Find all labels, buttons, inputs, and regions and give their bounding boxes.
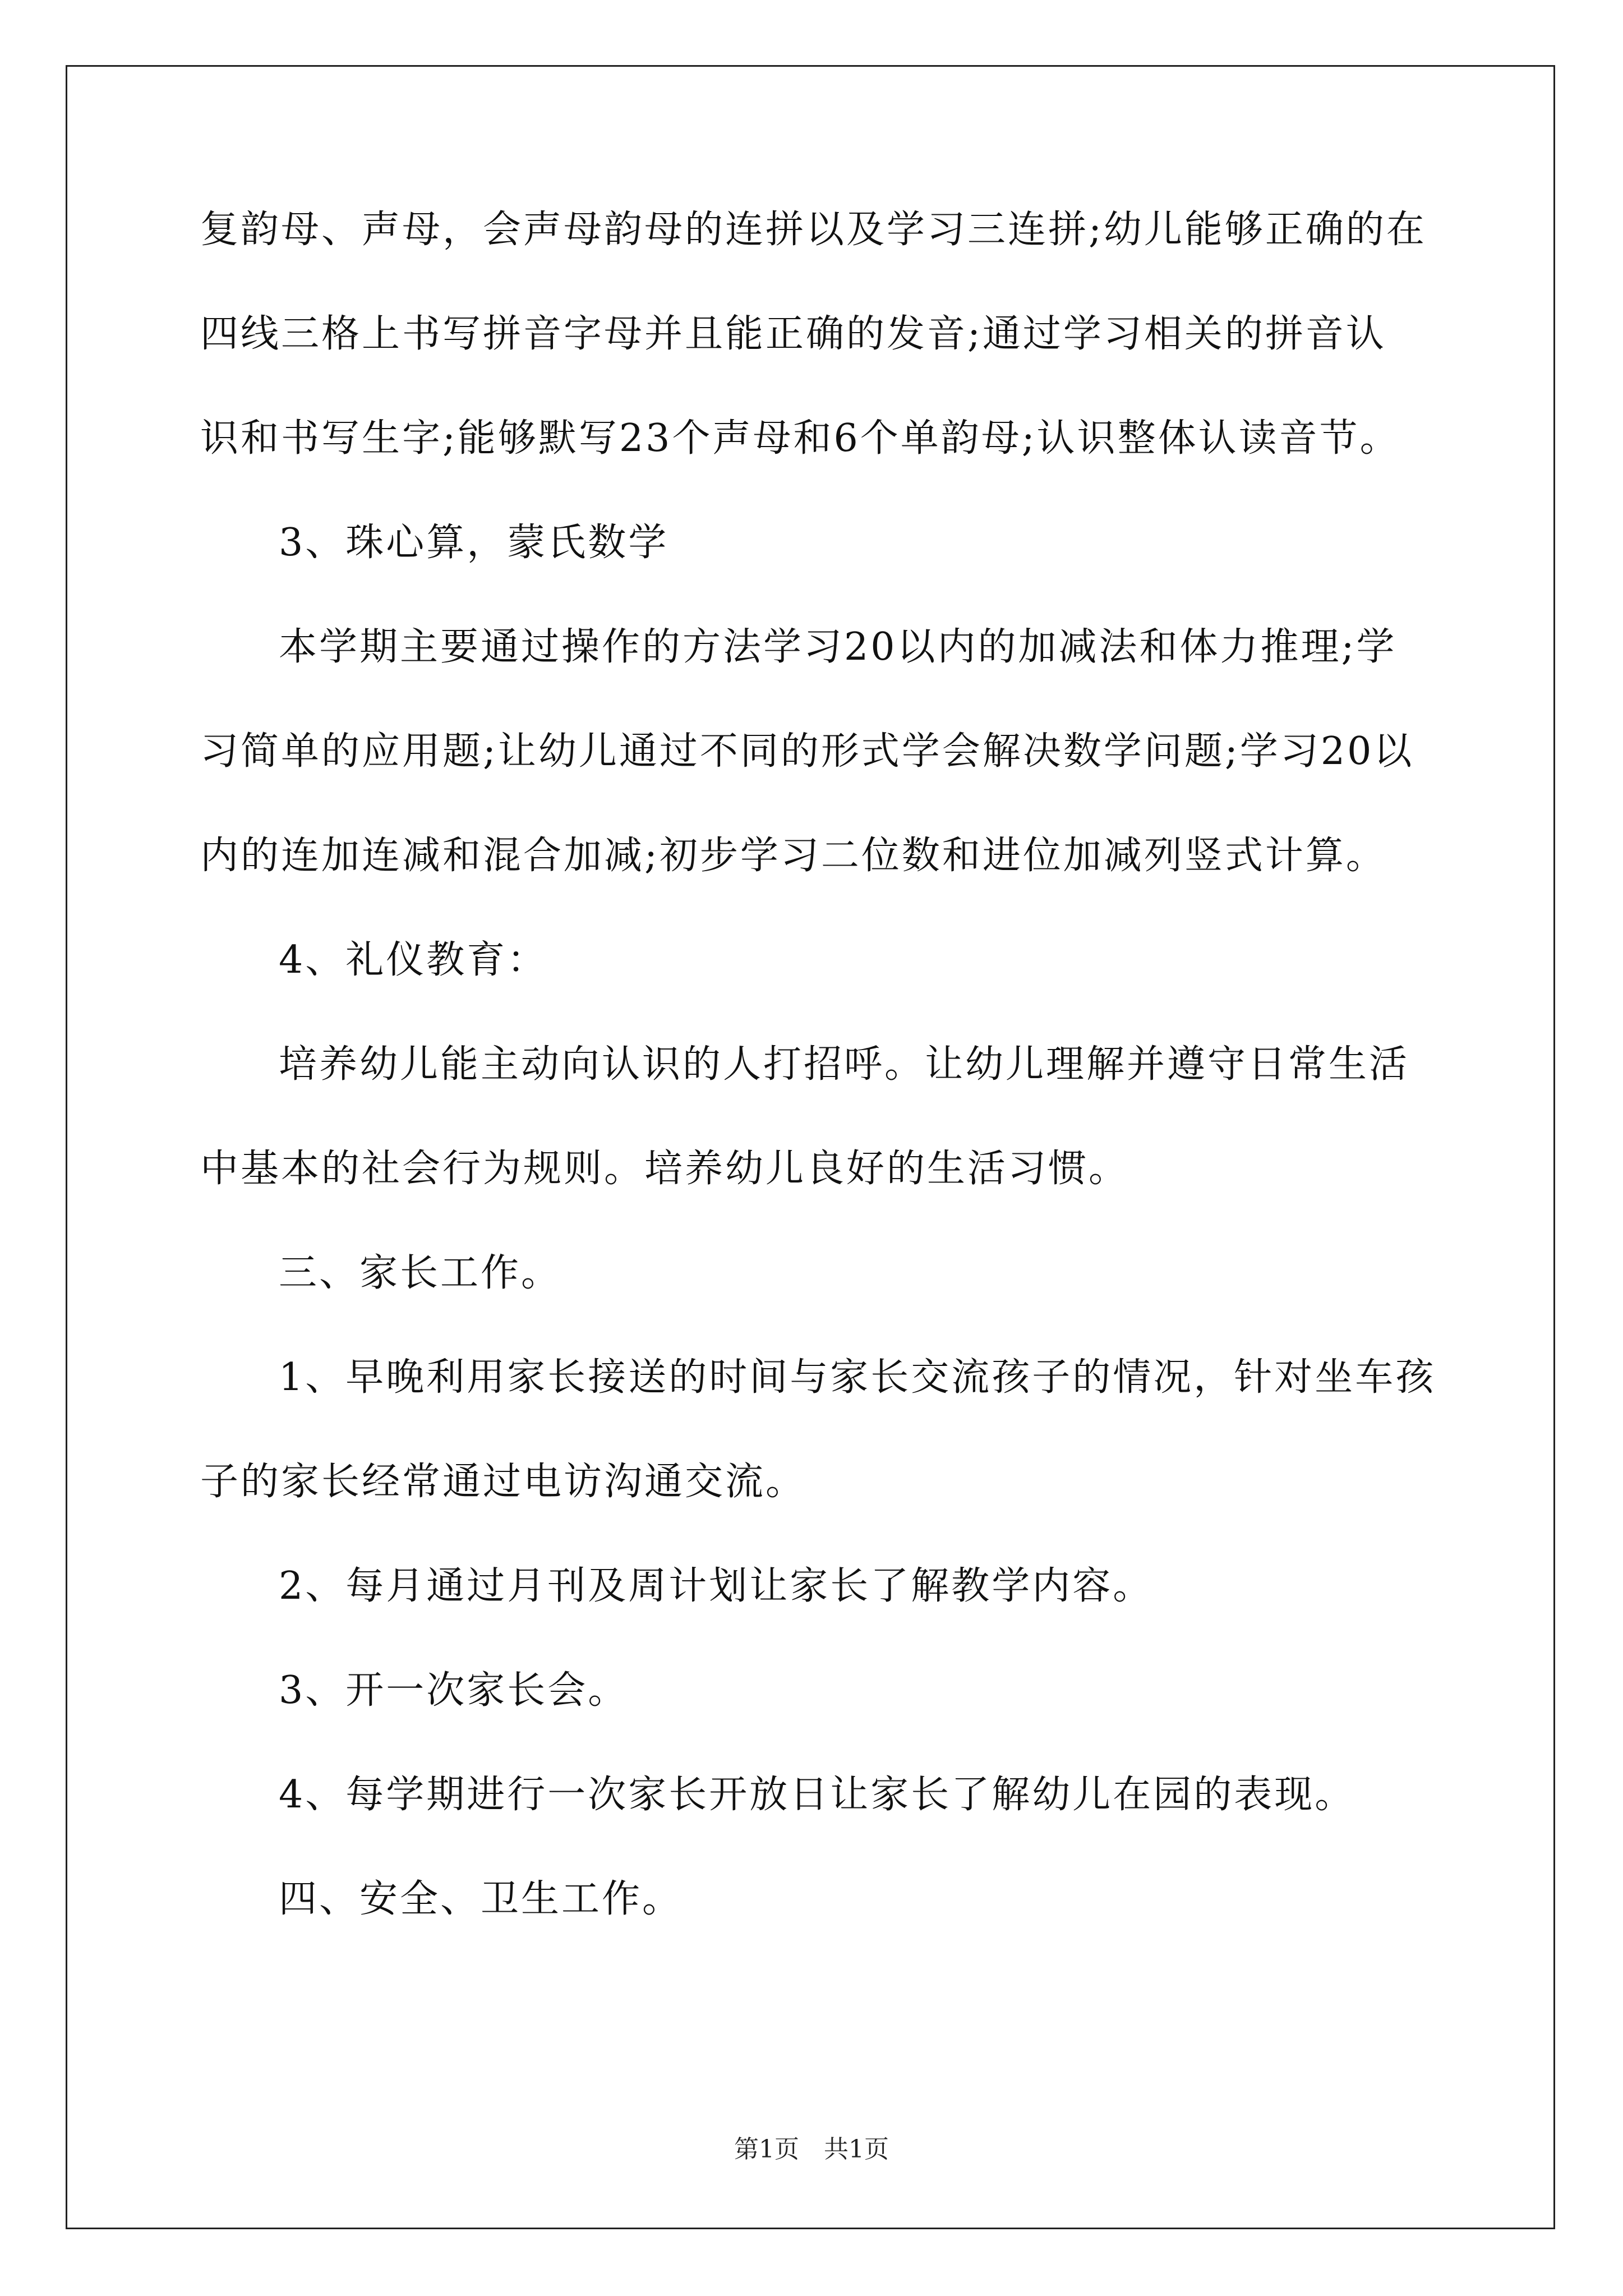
section-heading: 3、珠心算，蒙氏数学: [279, 521, 669, 565]
section-heading: 三、家长工作。: [279, 1251, 562, 1295]
text-line: 识和书写生字;能够默写23个声母和6个单韵母;认识整体认读音节。: [200, 416, 1400, 461]
text-line: 本学期主要通过操作的方法学习20以内的加减法和体力推理;学: [279, 625, 1397, 669]
text-line: 3、开一次家长会。: [279, 1668, 629, 1713]
section-heading: 四、安全、卫生工作。: [279, 1877, 683, 1921]
text-line: 内的连加连减和混合加减;初步学习二位数和进位加减列竖式计算。: [200, 834, 1386, 878]
text-line: 四线三格上书写拼音字母并且能正确的发音;通过学习相关的拼音认: [200, 312, 1386, 356]
text-line: 培养幼儿能主动向认识的人打招呼。让幼儿理解并遵守日常生活: [279, 1042, 1410, 1087]
section-heading: 4、礼仪教育：: [279, 938, 548, 982]
text-line: 子的家长经常通过电访沟通交流。: [200, 1460, 806, 1504]
text-line: 习简单的应用题;让幼儿通过不同的形式学会解决数学问题;学习20以: [200, 729, 1414, 774]
text-line: 中基本的社会行为规则。培养幼儿良好的生活习惯。: [200, 1147, 1129, 1191]
text-line: 2、每月通过月刊及周计划让家长了解教学内容。: [279, 1564, 1154, 1608]
text-line: 1、早晚利用家长接送的时间与家长交流孩子的情况，针对坐车孩: [279, 1355, 1436, 1400]
text-line: 复韵母、声母，会声母韵母的连拼以及学习三连拼;幼儿能够正确的在: [200, 208, 1427, 252]
text-line: 4、每学期进行一次家长开放日让家长了解幼儿在园的表现。: [279, 1773, 1355, 1817]
page-footer: 第1页 共1页: [734, 2135, 889, 2164]
